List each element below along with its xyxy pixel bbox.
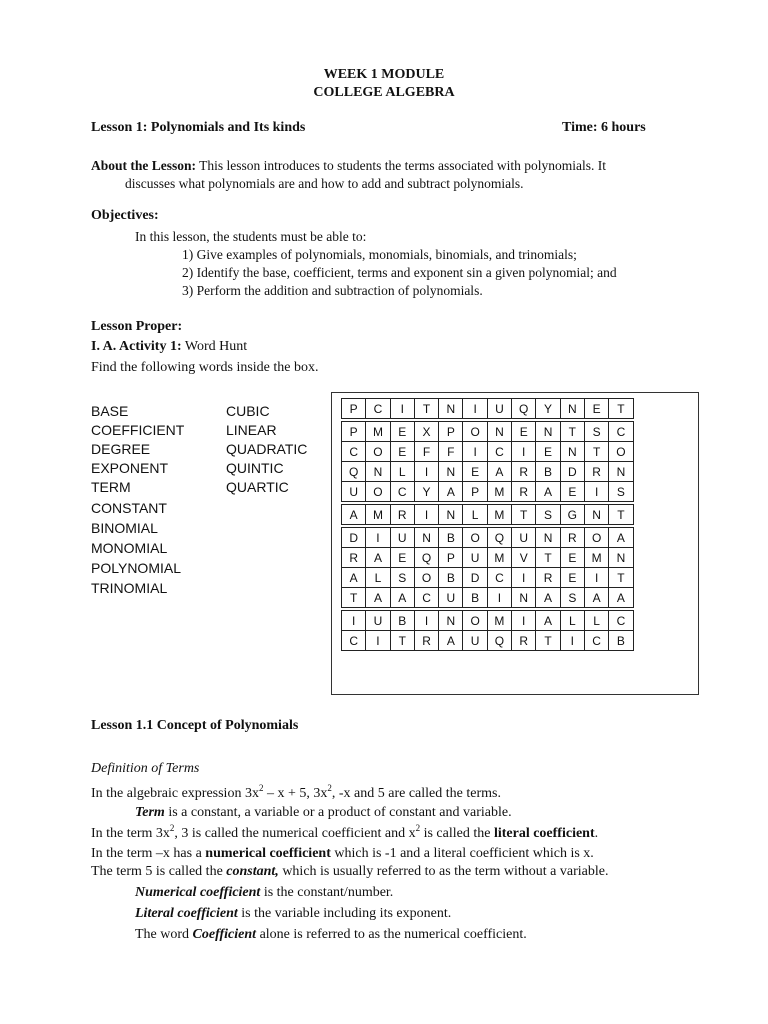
grid-cell: T (414, 399, 438, 419)
lesson-title: Lesson 1: Polynomials and Its kinds (91, 120, 306, 135)
grid-cell: C (609, 611, 633, 631)
text-fragment: – x + 5, 3x (263, 786, 328, 801)
grid-cell: R (512, 462, 536, 482)
grid-cell: C (342, 442, 366, 462)
literal-coefficient-definition (135, 906, 451, 922)
grid-cell: A (536, 611, 560, 631)
text-fragment: is the constant/number. (260, 885, 394, 900)
word-list-item: CONSTANT (91, 500, 167, 516)
negative-term-line (91, 846, 594, 862)
grid-cell: C (342, 631, 366, 651)
word-list-item: EXPONENT (91, 460, 169, 476)
grid-cell: I (487, 588, 511, 608)
lesson-time: Time: 6 hours (562, 120, 646, 135)
grid-cell: R (512, 482, 536, 502)
superscript: 2 (169, 823, 175, 833)
grid-cell: A (536, 588, 560, 608)
word-list-item: QUINTIC (226, 460, 284, 476)
text-fragment: which is -1 and a literal coefficient which is x. (330, 846, 594, 861)
grid-cell: U (463, 548, 487, 568)
grid-cell: R (342, 548, 366, 568)
grid-cell: P (439, 422, 463, 442)
grid-cell: N (560, 442, 584, 462)
grid-cell: C (414, 588, 438, 608)
grid-row (342, 631, 634, 651)
term-definition (135, 805, 512, 821)
grid-cell: N (439, 462, 463, 482)
grid-cell: S (584, 422, 608, 442)
grid-cell: R (414, 631, 438, 651)
grid-cell: T (390, 631, 414, 651)
grid-cell: A (609, 588, 633, 608)
word-list-item: CUBIC (226, 403, 270, 419)
grid-cell: N (560, 399, 584, 419)
about-paragraph (91, 158, 606, 174)
text-fragment: In the term –x has a (91, 846, 206, 861)
grid-cell: E (536, 442, 560, 462)
grid-row (342, 462, 634, 482)
grid-cell: T (609, 505, 633, 525)
grid-cell: T (584, 442, 608, 462)
text-fragment: In the term 3x (91, 826, 170, 841)
grid-cell: N (536, 422, 560, 442)
text-fragment: is the variable including its exponent. (237, 906, 452, 921)
numerical-coefficient-word: numerical coefficient (205, 846, 331, 861)
grid-cell: I (414, 462, 438, 482)
grid-cell: B (390, 611, 414, 631)
about-text-2: discusses what polynomials are and how to add and subtract polynomials. (125, 176, 524, 191)
grid-cell: O (463, 528, 487, 548)
grid-cell: C (390, 482, 414, 502)
grid-cell: Y (536, 399, 560, 419)
text-fragment: , 3 is called the numerical coefficient and x (174, 826, 416, 841)
grid-cell: Q (342, 462, 366, 482)
text-fragment: In the algebraic expression 3x (91, 786, 259, 801)
grid-cell: D (463, 568, 487, 588)
grid-cell: I (463, 442, 487, 462)
section-heading: Lesson 1.1 Concept of Polynomials (91, 718, 299, 733)
text-fragment: alone is referred to as the numerical coefficient. (256, 927, 527, 942)
word-list-item: TERM (91, 479, 131, 495)
grid-cell: A (439, 482, 463, 502)
grid-cell: I (512, 568, 536, 588)
word-list-item: QUARTIC (226, 479, 289, 495)
grid-cell: C (487, 442, 511, 462)
grid-cell: O (366, 442, 390, 462)
grid-cell: I (414, 611, 438, 631)
superscript: 2 (327, 783, 332, 793)
grid-cell: N (609, 548, 633, 568)
grid-cell: N (512, 588, 536, 608)
grid-cell: M (584, 548, 608, 568)
grid-cell: R (584, 462, 608, 482)
grid-cell: M (487, 482, 511, 502)
grid-cell: P (463, 482, 487, 502)
grid-cell: A (366, 588, 390, 608)
grid-cell: B (439, 528, 463, 548)
word-search-grid (341, 398, 634, 651)
grid-cell: A (487, 462, 511, 482)
grid-cell: Q (414, 548, 438, 568)
activity-label: I. A. Activity 1: (91, 339, 182, 354)
superscript: 2 (415, 823, 421, 833)
grid-row (342, 442, 634, 462)
text-fragment: , -x and 5 are called the terms. (331, 786, 501, 801)
grid-cell: T (342, 588, 366, 608)
grid-cell: I (463, 399, 487, 419)
defined-word: Numerical coefficient (135, 885, 261, 900)
grid-cell: M (366, 422, 390, 442)
grid-cell: C (366, 399, 390, 419)
grid-cell: A (439, 631, 463, 651)
activity-line (91, 339, 247, 355)
grid-cell: N (439, 611, 463, 631)
objective-item: 1) Give examples of polynomials, monomials, binomials, and trinomials; (182, 247, 577, 262)
grid-cell: S (536, 505, 560, 525)
terms-example-line (91, 783, 501, 802)
grid-cell: D (560, 462, 584, 482)
grid-row (342, 505, 634, 525)
grid-cell: S (609, 482, 633, 502)
literal-coefficient-word: literal coefficient (493, 826, 595, 841)
word-list-item: MONOMIAL (91, 540, 168, 556)
grid-cell: N (439, 399, 463, 419)
grid-cell: B (536, 462, 560, 482)
grid-cell: E (463, 462, 487, 482)
grid-cell: I (584, 568, 608, 588)
defined-word: Literal coefficient (135, 906, 238, 921)
grid-cell: U (487, 399, 511, 419)
course-title: COLLEGE ALGEBRA (313, 85, 455, 100)
constant-line (91, 864, 608, 880)
grid-cell: O (414, 568, 438, 588)
grid-cell: U (512, 528, 536, 548)
definition-subheading: Definition of Terms (91, 761, 200, 776)
grid-cell: I (342, 611, 366, 631)
term-word: Term (135, 805, 165, 820)
grid-cell: F (414, 442, 438, 462)
grid-cell: T (536, 548, 560, 568)
word-list-item: COEFFICIENT (91, 422, 185, 438)
grid-cell: R (560, 528, 584, 548)
grid-cell: N (609, 462, 633, 482)
grid-cell: E (512, 422, 536, 442)
grid-cell: I (584, 482, 608, 502)
grid-cell: E (584, 399, 608, 419)
grid-cell: M (487, 548, 511, 568)
grid-cell: O (609, 442, 633, 462)
grid-row (342, 588, 634, 608)
coefficient-line (91, 823, 599, 842)
grid-cell: U (463, 631, 487, 651)
grid-cell: B (463, 588, 487, 608)
grid-cell: Q (487, 631, 511, 651)
grid-cell: N (414, 528, 438, 548)
grid-cell: A (584, 588, 608, 608)
grid-cell: N (536, 528, 560, 548)
objective-item: 3) Perform the addition and subtraction of polynomials. (182, 283, 483, 298)
grid-cell: D (342, 528, 366, 548)
grid-cell: U (342, 482, 366, 502)
grid-cell: F (439, 442, 463, 462)
grid-row (342, 568, 634, 588)
objectives-heading: Objectives: (91, 208, 159, 223)
grid-cell: E (560, 482, 584, 502)
grid-cell: A (536, 482, 560, 502)
word-list-column-1 (91, 402, 184, 598)
grid-cell: G (560, 505, 584, 525)
word-list-column-2 (226, 402, 307, 497)
grid-cell: L (584, 611, 608, 631)
word-list-item: BINOMIAL (91, 520, 158, 536)
grid-cell: T (512, 505, 536, 525)
grid-cell: I (366, 631, 390, 651)
grid-row (342, 528, 634, 548)
text-fragment: which is usually referred to as the term without a variable. (278, 864, 609, 879)
text-fragment: The term 5 is called the (91, 864, 227, 879)
word-list-item: TRINOMIAL (91, 580, 168, 596)
grid-cell: L (463, 505, 487, 525)
grid-cell: B (609, 631, 633, 651)
word-list-item: DEGREE (91, 441, 151, 457)
grid-cell: T (609, 568, 633, 588)
grid-cell: O (366, 482, 390, 502)
grid-cell: T (536, 631, 560, 651)
grid-cell: A (609, 528, 633, 548)
activity-instruction: Find the following words inside the box. (91, 360, 319, 375)
grid-cell: M (487, 505, 511, 525)
grid-cell: B (439, 568, 463, 588)
lesson-proper-heading: Lesson Proper: (91, 319, 183, 334)
text-fragment: is a constant, a variable or a product of constant and variable. (164, 805, 512, 820)
grid-cell: A (342, 568, 366, 588)
grid-cell: C (609, 422, 633, 442)
word-list-item: LINEAR (226, 422, 277, 438)
word-list-item: QUADRATIC (226, 441, 308, 457)
grid-cell: L (390, 462, 414, 482)
grid-cell: E (560, 568, 584, 588)
grid-cell: L (560, 611, 584, 631)
grid-cell: I (512, 442, 536, 462)
text-fragment: is called the (420, 826, 494, 841)
objective-item: 2) Identify the base, coefficient, terms and exponent sin a given polynomial; and (182, 265, 617, 280)
grid-cell: R (512, 631, 536, 651)
grid-row (342, 548, 634, 568)
grid-cell: L (366, 568, 390, 588)
grid-cell: I (512, 611, 536, 631)
grid-cell: Q (487, 528, 511, 548)
grid-cell: I (390, 399, 414, 419)
numerical-coefficient-definition (135, 885, 393, 901)
grid-cell: M (487, 611, 511, 631)
grid-cell: I (366, 528, 390, 548)
grid-cell: Q (512, 399, 536, 419)
grid-cell: C (487, 568, 511, 588)
grid-cell: I (414, 505, 438, 525)
activity-name: Word Hunt (181, 339, 248, 354)
grid-row (342, 422, 634, 442)
grid-cell: T (609, 399, 633, 419)
word-list-item: POLYNOMIAL (91, 560, 181, 576)
grid-row (342, 482, 634, 502)
grid-cell: Y (414, 482, 438, 502)
grid-cell: A (390, 588, 414, 608)
grid-cell: U (366, 611, 390, 631)
about-label: About the Lesson: (91, 158, 197, 173)
grid-cell: A (342, 505, 366, 525)
grid-cell: P (439, 548, 463, 568)
grid-cell: P (342, 399, 366, 419)
grid-cell: P (342, 422, 366, 442)
module-title: WEEK 1 MODULE (323, 67, 445, 82)
grid-cell: O (584, 528, 608, 548)
grid-cell: V (512, 548, 536, 568)
grid-cell: X (414, 422, 438, 442)
objectives-intro: In this lesson, the students must be able to: (135, 229, 367, 244)
superscript: 2 (258, 783, 264, 793)
grid-cell: O (463, 422, 487, 442)
grid-cell: T (560, 422, 584, 442)
grid-cell: E (560, 548, 584, 568)
defined-word: Coefficient (192, 927, 257, 942)
text-fragment: The word (135, 927, 193, 942)
grid-row (342, 611, 634, 631)
grid-cell: U (390, 528, 414, 548)
grid-row (342, 399, 634, 419)
text-fragment: . (594, 826, 599, 841)
grid-cell: R (390, 505, 414, 525)
grid-cell: S (560, 588, 584, 608)
grid-cell: N (439, 505, 463, 525)
constant-word: constant, (226, 864, 279, 879)
coefficient-definition (135, 927, 527, 943)
grid-cell: N (366, 462, 390, 482)
grid-cell: E (390, 422, 414, 442)
grid-cell: M (366, 505, 390, 525)
about-text-1: This lesson introduces to students the terms associated with polynomials. It (196, 158, 606, 173)
grid-cell: C (584, 631, 608, 651)
grid-cell: U (439, 588, 463, 608)
grid-cell: A (366, 548, 390, 568)
grid-cell: I (560, 631, 584, 651)
grid-cell: S (390, 568, 414, 588)
grid-cell: O (463, 611, 487, 631)
grid-cell: E (390, 442, 414, 462)
grid-cell: R (536, 568, 560, 588)
grid-cell: N (487, 422, 511, 442)
grid-cell: E (390, 548, 414, 568)
grid-cell: N (584, 505, 608, 525)
word-list-item: BASE (91, 403, 129, 419)
